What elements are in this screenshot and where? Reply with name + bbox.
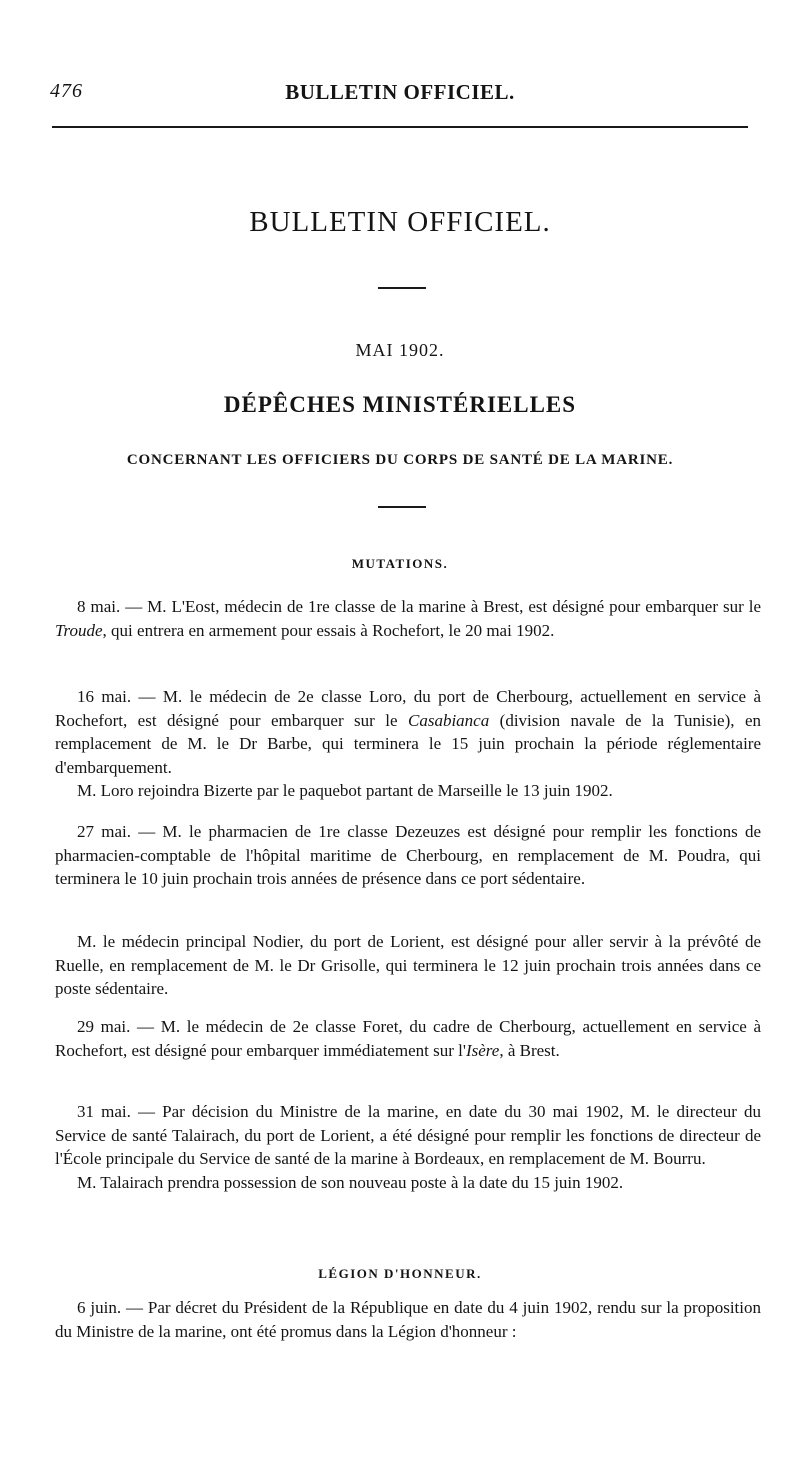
paragraph-27-mai (55, 820, 761, 891)
running-head (50, 80, 750, 110)
ship-name: Isère (465, 1040, 500, 1060)
paragraph-text: 31 mai. — Par décision du Ministre de la marine, en date du 30 mai 1902, M. le directeur du Service de santé Talairach, du port de Lorient, a été désigné pour remplir les fonctions de directeur de l'École principale du Service de santé de la marine à Bordeaux, en remplacement de M. Bourru. (55, 1102, 761, 1168)
paragraph-29-mai (55, 1015, 761, 1062)
mutations-heading: MUTATIONS. (351, 556, 449, 571)
paragraph-text: , à Brest. (499, 1040, 560, 1060)
paragraph-text: , qui entrera en armement pour essais à Rochefort, le 20 mai 1902. (102, 620, 555, 640)
paragraph-text: M. le médecin principal Nodier, du port de Lorient, est désigné pour aller servir à la prévôté de Ruelle, en remplacement de M. le Dr Grisolle, qui terminera le 12 juin prochain trois années dans ce poste sédentaire. (55, 932, 761, 998)
section-subtitle: CONCERNANT LES OFFICIERS DU CORPS DE SANTÉ DE LA MARINE. (126, 452, 674, 468)
paragraph-31-mai (55, 1100, 761, 1194)
header-rule (52, 126, 748, 128)
paragraph-text: 8 mai. — M. L'Eost, médecin de 1re classe de la marine à Brest, est désigné pour embarquer sur le (77, 597, 761, 616)
running-title: BULLETIN OFFICIEL. (285, 80, 515, 104)
paragraph-text: 16 mai. — M. le médecin de 2e classe Loro, du port de Cherbourg, actuellement en service à Rochefort, est désigné pour embarquer sur le (55, 687, 761, 730)
ship-name: Troude (55, 620, 103, 640)
section-divider (378, 506, 426, 508)
paragraph-text: 27 mai. — M. le pharmacien de 1re classe Dezeuzes est désigné pour remplir les fonctions de pharmacien-comptable de l'hôpital maritime de Cherbourg, en remplacement de M. Poudra, qui terminera le 10 juin prochain trois années de présence dans ce port sédentaire. (55, 822, 761, 888)
paragraph-6-juin (55, 1296, 761, 1343)
paragraph-nodier (55, 930, 761, 1001)
legion-heading: LÉGION D'HONNEUR. (318, 1266, 482, 1281)
paragraph-text: 29 mai. — M. le médecin de 2e classe Foret, du cadre de Cherbourg, actuellement en service à Rochefort, est désigné pour embarquer immédiatement sur l' (55, 1017, 761, 1060)
paragraph-text: M. Loro rejoindra Bizerte par le paquebot partant de Marseille le 13 juin 1902. (77, 781, 613, 800)
paragraph-text: M. Talairach prendra possession de son nouveau poste à la date du 15 juin 1902. (77, 1172, 624, 1192)
paragraph-text: (division navale de la Tunisie), en remplacement de M. le Dr Barbe, qui terminera le 15 juin prochain la période réglementaire d'embarquement. (55, 710, 761, 777)
month-heading: MAI 1902. (355, 340, 445, 360)
title-divider (378, 287, 426, 289)
page-number: 476 (50, 80, 83, 102)
section-title: DÉPÊCHES MINISTÉRIELLES (223, 392, 577, 417)
ship-name: Casabianca (407, 710, 490, 730)
paragraph-text: 6 juin. — Par décret du Président de la République en date du 4 juin 1902, rendu sur la proposition du Ministre de la marine, ont été promus dans la Légion d'honneur : (55, 1298, 761, 1341)
paragraph-16-mai (55, 685, 761, 803)
paragraph-8-mai (55, 595, 761, 642)
main-title: BULLETIN OFFICIEL. (249, 206, 551, 238)
